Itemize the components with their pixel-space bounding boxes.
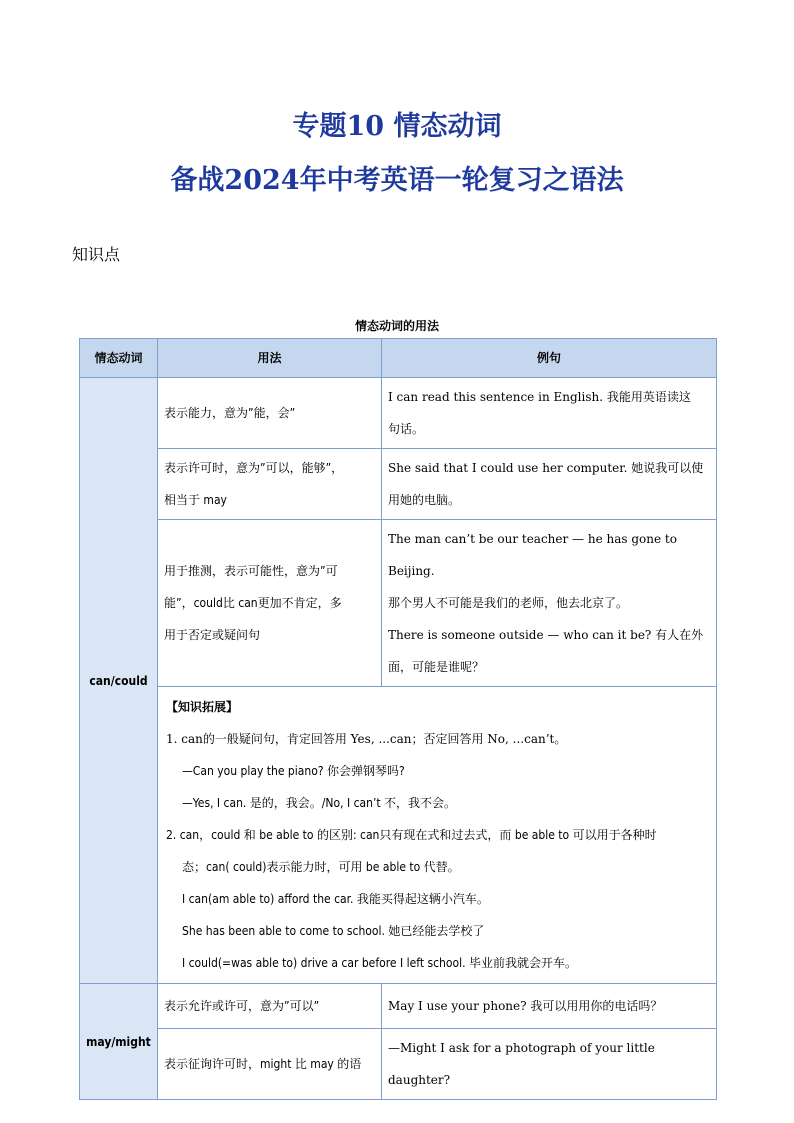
table-header-row xyxy=(80,339,717,378)
table-caption: 情态动词的用法 xyxy=(354,319,439,333)
table-row xyxy=(80,449,717,520)
example-cell xyxy=(382,449,717,520)
modal-verbs-table xyxy=(79,338,717,1100)
example-line: There is someone outside — who can it be? 有人在外 xyxy=(388,628,704,642)
header-usage: 用法 xyxy=(158,339,382,378)
example-line: 句话。 xyxy=(388,422,425,436)
extension-line: I can(am able to) afford the car. 我能买得起这辆小汽车。 xyxy=(182,892,489,906)
table-row xyxy=(80,984,717,1029)
example-cell xyxy=(382,378,717,449)
header-example: 例句 xyxy=(382,339,717,378)
usage-cell xyxy=(158,449,382,520)
table-row xyxy=(80,1029,717,1100)
extension-heading: 【知识拓展】 xyxy=(166,700,239,714)
usage-line: 表示许可时，意为”可以，能够”， xyxy=(164,461,344,475)
title-line-2: 备战2024年中考英语一轮复习之语法 xyxy=(170,165,624,196)
example-line: 面，可能是谁呢？ xyxy=(388,660,485,674)
example-line: 用她的电脑。 xyxy=(388,493,461,507)
extension-line: 1. can的一般疑问句，肯定回答用 Yes, ...can；否定回答用 No, ...can’t。 xyxy=(166,732,567,746)
extension-line: 2. can，could 和 be able to 的区别: can只有现在式和过去式，而 be able to 可以用于各种时 xyxy=(166,828,657,842)
example-cell xyxy=(382,520,717,687)
table-row xyxy=(80,378,717,449)
verb-cell-may-might: may/might xyxy=(80,984,158,1100)
table-row-extension xyxy=(80,687,717,984)
example-line: 那个男人不可能是我们的老师，他去北京了。 xyxy=(388,596,629,610)
example-cell: —Might I ask for a photograph of your little daughter? xyxy=(382,1029,717,1100)
usage-cell xyxy=(158,378,382,449)
extension-cell xyxy=(158,687,717,984)
usage-line: 能”，could比 can更加不肯定，多 xyxy=(164,596,342,610)
usage-cell: 表示征询许可时，might 比 may 的语 xyxy=(158,1029,382,1100)
extension-line: I could(=was able to) drive a car before I left school. 毕业前我就会开车。 xyxy=(182,956,577,970)
extension-line: —Yes, I can. 是的，我会。/No, I can’t 不，我不会。 xyxy=(182,796,457,810)
usage-line: 表示能力，意为”能，会” xyxy=(164,406,296,420)
extension-line: She has been able to come to school. 她已经能去学校了 xyxy=(182,924,485,938)
usage-cell xyxy=(158,520,382,687)
example-cell: May I use your phone? 我可以用用你的电话吗？ xyxy=(382,984,717,1029)
header-verb: 情态动词 xyxy=(80,339,158,378)
table-row xyxy=(80,520,717,687)
example-line: I can read this sentence in English. 我能用英语读这 xyxy=(388,390,691,404)
title-line-1: 专题10 情态动词 xyxy=(292,111,502,142)
example-line: She said that I could use her computer. 她说我可以使 xyxy=(388,461,704,475)
example-line: The man can’t be our teacher — he has gone to Beijing. xyxy=(388,532,677,578)
extension-line: —Can you play the piano? 你会弹钢琴吗? xyxy=(182,764,405,778)
verb-cell-can-could: can/could xyxy=(80,378,158,984)
extension-line: 态；can( could)表示能力时，可用 be able to 代替。 xyxy=(182,860,460,874)
section-label: 知识点 xyxy=(72,245,121,264)
usage-line: 相当于 may xyxy=(164,493,227,507)
usage-line: 用于推测，表示可能性，意为”可 xyxy=(164,564,338,578)
usage-line: 用于否定或疑问句 xyxy=(164,628,261,642)
usage-cell: 表示允许或许可，意为”可以” xyxy=(158,984,382,1029)
